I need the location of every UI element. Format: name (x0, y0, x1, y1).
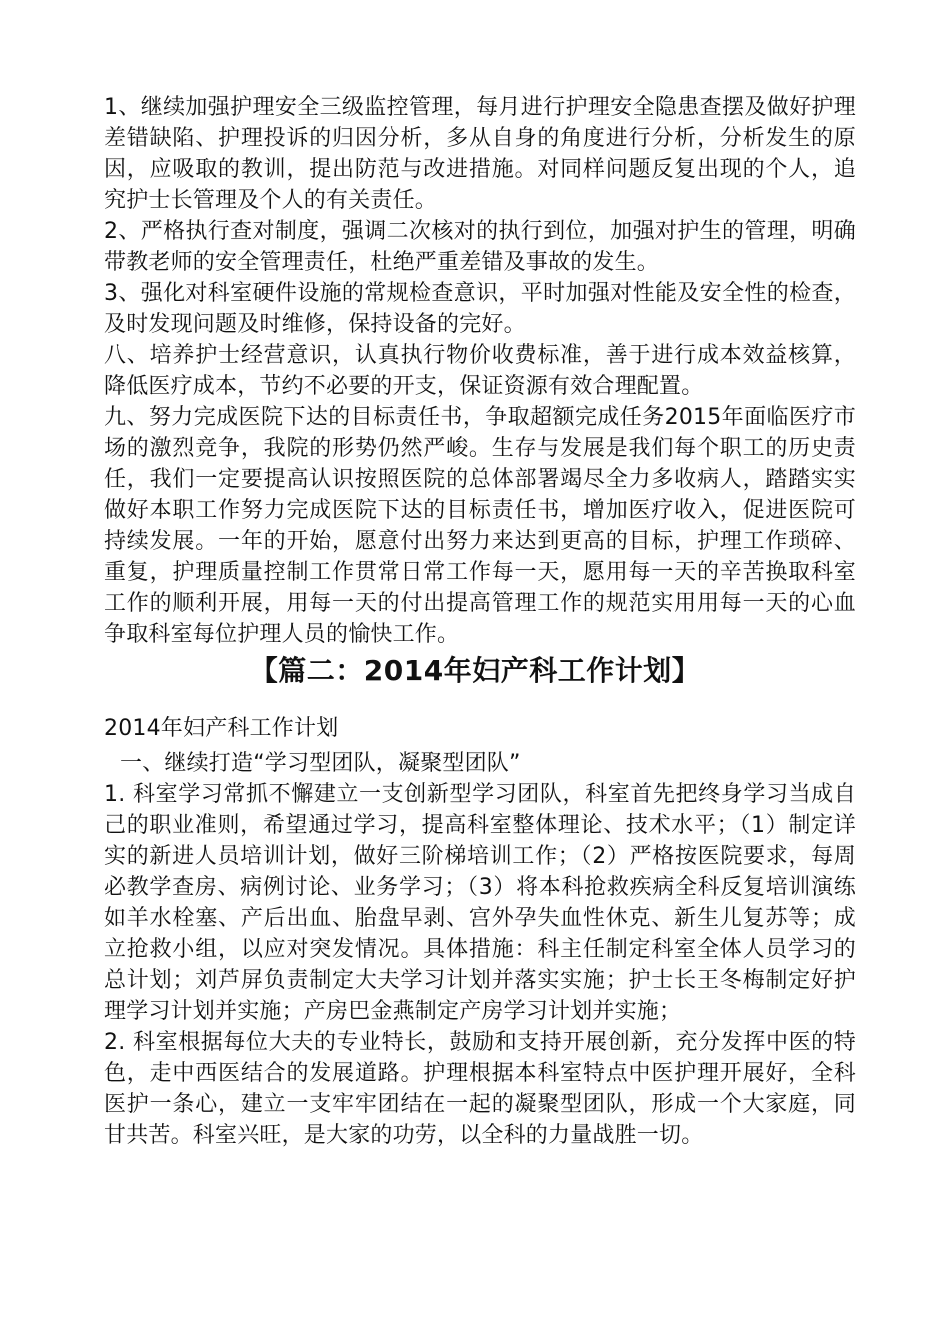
section-subtitle: 2014年妇产科工作计划 (104, 716, 339, 741)
work-plan-section-body (104, 713, 856, 1151)
paragraph-section-9: 九、努力完成医院下达的目标责任书，争取超额完成任务2015年面临医疗市场的激烈竞争，我院的形势仍然严峻。生存与发展是我们每个职工的历史责任，我们一定要提高认识按照医院的总体部署竭尽全力多收病人，踏踏实实做好本职工作努力完成医院下达的目标责任书，增加医疗收入，促进医院可持续发展。一年的开始，愿意付出努力来达到更高的目标，护理工作琐碎、重复，护理质量控制工作贯常日常工作每一天，愿用每一天的辛苦换取科室工作的顺利开展，用每一天的付出提高管理工作的规范实用用每一天的心血争取科室每位护理人员的愉快工作。 (104, 405, 856, 647)
section-title: 【篇二：2014年妇产科工作计划】 (249, 654, 701, 687)
section-heading: 一、继续打造“学习型团队，凝聚型团队” (120, 751, 521, 776)
previous-section-body (104, 92, 856, 650)
plan-item-2: 2. 科室根据每位大夫的专业特长，鼓励和支持开展创新，充分发挥中医的特色，走中西医结合的发展道路。护理根据本科室特点中医护理开展好，全科医护一条心，建立一支牢牢团结在一起的凝聚型团队，形成一个大家庭，同甘共苦。科室兴旺，是大家的功劳，以全科的力量战胜一切。 (104, 1030, 856, 1148)
paragraph-item-2: 2、严格执行查对制度，强调二次核对的执行到位，加强对护生的管理，明确带教老师的安全管理责任，杜绝严重差错及事故的发生。 (104, 219, 856, 275)
paragraph-item-3: 3、强化对科室硬件设施的常规检查意识，平时加强对性能及安全性的检查，及时发现问题及时维修，保持设备的完好。 (104, 281, 856, 337)
paragraph-section-8: 八、培养护士经营意识，认真执行物价收费标准，善于进行成本效益核算，降低医疗成本，节约不必要的开支，保证资源有效合理配置。 (104, 343, 856, 399)
paragraph-item-1: 1、继续加强护理安全三级监控管理，每月进行护理安全隐患查摆及做好护理差错缺陷、护理投诉的归因分析，多从自身的角度进行分析，分析发生的原因，应吸取的教训，提出防范与改进措施。对同样问题反复出现的个人，追究护士长管理及个人的有关责任。 (104, 95, 856, 213)
plan-item-1: 1. 科室学习常抓不懈建立一支创新型学习团队，科室首先把终身学习当成自己的职业准则，希望通过学习，提高科室整体理论、技术水平；（1）制定详实的新进人员培训计划，做好三阶梯培训工作；（2）严格按医院要求，每周必教学查房、病例讨论、业务学习；（3）将本科抢救疾病全科反复培训演练如羊水栓塞、产后出血、胎盘早剥、宫外孕失血性休克、新生儿复苏等；成立抢救小组，以应对突发情况。具体措施：科主任制定科室全体人员学习的总计划；刘芦屏负责制定大夫学习计划并落实实施；护士长王冬梅制定好护理学习计划并实施；产房巴金燕制定产房学习计划并实施； (104, 782, 856, 1024)
